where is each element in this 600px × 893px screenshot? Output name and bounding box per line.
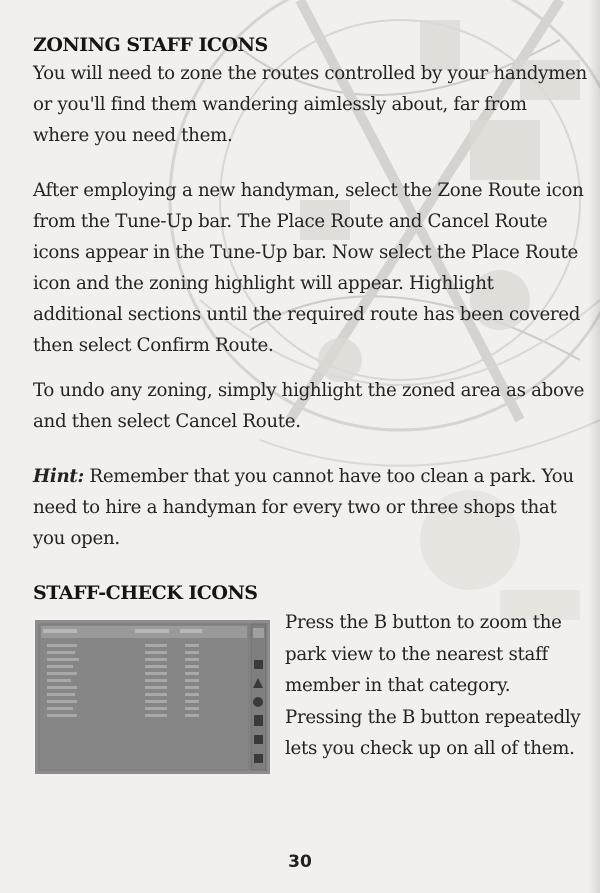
staff-list-screenshot-art bbox=[35, 620, 270, 774]
staff-list-screenshot bbox=[35, 620, 270, 774]
undo-zoning-paragraph: To undo any zoning, simply highlight the zoned area as above and then select Cancel Route. bbox=[33, 380, 585, 432]
page-number: 30 bbox=[288, 852, 312, 872]
hint-label: Hint: bbox=[33, 466, 84, 487]
zoning-intro-paragraph: You will need to zone the routes controlled by your handymen or you'll find them wandering aimlessly about, far from where you need them. bbox=[33, 63, 587, 146]
zoning-staff-icons-heading: ZONING STAFF ICONS bbox=[33, 34, 268, 56]
staff-check-description: Press the B button to zoom the park view to the nearest staff member in that category. Pressing the B button repeatedly lets you check up on all of them. bbox=[285, 612, 581, 759]
hint-paragraph bbox=[33, 461, 588, 554]
staff-check-icons-heading: STAFF-CHECK ICONS bbox=[33, 582, 258, 604]
hint-text: Remember that you cannot have too clean a park. You need to hire a handyman for every two or three shops that you open. bbox=[33, 466, 574, 549]
zoning-instructions-paragraph: After employing a new handyman, select the Zone Route icon from the Tune-Up bar. The Place Route and Cancel Route icons appear in the Tune-Up bar. Now select the Place Route icon and the zoning highlight will appear. Highlight additional sections until the required route has been covered then select Confirm Route. bbox=[33, 180, 584, 356]
